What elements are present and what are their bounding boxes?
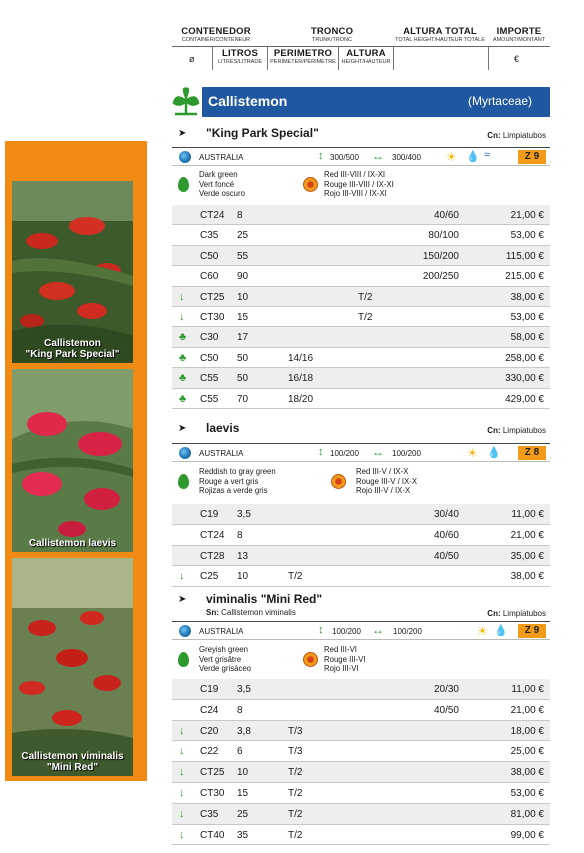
container-size-cell: C24 xyxy=(200,704,219,716)
table-row xyxy=(172,504,550,525)
table-row xyxy=(172,327,550,347)
variety-info-row xyxy=(172,621,550,640)
photo-caption xyxy=(12,538,133,549)
flower-color-line: Rouge III-VIII / IX-XI xyxy=(324,179,394,189)
common-name-label: Cn: xyxy=(487,426,501,435)
flower-color-line: Red III-VIII / IX-XI xyxy=(324,170,386,179)
flower-color-line: Rouge III-VI xyxy=(324,654,366,664)
litres-cell: 50 xyxy=(237,352,249,364)
common-name-value: Limpiatubos xyxy=(502,609,546,618)
table-row xyxy=(172,246,550,266)
litres-cell: 13 xyxy=(237,550,249,562)
photo-caption-line: Callistemon viminalis xyxy=(21,751,124,762)
litres-cell: 25 xyxy=(237,230,249,242)
common-name xyxy=(487,426,546,435)
flower-icon xyxy=(303,177,318,192)
variety-title-viminalis xyxy=(172,592,550,620)
total-height-cell: 40/50 xyxy=(433,550,459,562)
photo-caption xyxy=(12,338,133,360)
header-separator xyxy=(488,47,489,70)
perimeter-cell: 16/18 xyxy=(288,373,314,385)
litres-cell: 35 xyxy=(237,829,249,841)
litres-cell: 90 xyxy=(237,271,249,283)
price-cell: 99,00 € xyxy=(510,829,544,841)
litres-cell: 3,5 xyxy=(237,509,251,520)
common-name-label: Cn: xyxy=(487,609,501,618)
leaf-color-line: Rouge a vert gris xyxy=(199,476,259,486)
color-info xyxy=(172,464,550,500)
litres-cell: 15 xyxy=(237,311,249,323)
container-size-cell: C22 xyxy=(200,746,219,758)
container-size-cell: CT25 xyxy=(200,767,225,779)
price-cell: 25,00 € xyxy=(510,746,544,758)
container-size-cell: CT40 xyxy=(200,829,225,841)
perimeter-cell: T/3 xyxy=(288,746,303,758)
perimeter-cell: T/2 xyxy=(288,787,303,799)
photo-king-park-special xyxy=(12,181,133,363)
litres-cell: 8 xyxy=(237,704,243,716)
price-cell: 53,00 € xyxy=(510,230,544,242)
litres-cell: 55 xyxy=(237,250,249,262)
price-table xyxy=(172,205,550,409)
header-altura-total xyxy=(390,26,490,43)
price-cell: 215,00 € xyxy=(505,271,544,283)
leaf-color-line: Verde grisáceo xyxy=(199,664,252,673)
water-drop-icon: 💧 xyxy=(466,151,480,163)
flower-icon xyxy=(303,652,318,667)
litres-cell: 10 xyxy=(237,571,249,583)
color-info xyxy=(172,167,550,203)
container-size-cell: C19 xyxy=(200,684,219,695)
header-contenedor-sub: CONTAINER/CONTENEUR xyxy=(181,37,251,43)
width-arrow-icon: ↔ xyxy=(372,445,384,459)
arrow-right-icon: ➤ xyxy=(178,423,187,434)
litres-cell: 10 xyxy=(237,291,249,303)
variety-name: laevis xyxy=(206,421,240,435)
total-height-cell: 40/50 xyxy=(433,704,459,716)
container-size-cell: C35 xyxy=(200,230,219,242)
litres-cell: 3,8 xyxy=(237,725,251,737)
height-arrow-icon: ↕ xyxy=(318,446,324,458)
price-cell: 11,00 € xyxy=(511,684,544,695)
origin-country: AUSTRALIA xyxy=(199,627,244,636)
table-row xyxy=(172,741,550,762)
table-row xyxy=(172,566,550,587)
header-tronco-sub: TRUNK/TRONC xyxy=(311,37,353,43)
container-size-cell: C55 xyxy=(200,393,219,405)
variety-name: "King Park Special" xyxy=(206,126,319,140)
litres-cell: 17 xyxy=(237,332,249,344)
leaf-color-line: Greyish green xyxy=(199,645,248,654)
price-cell: 11,00 € xyxy=(511,509,544,520)
flower-color-line: Rojo III-VI xyxy=(324,664,359,673)
flower-color-line: Red III-V / IX-X xyxy=(356,467,409,476)
bottlebrush-photo-image xyxy=(12,369,133,552)
leaf-color-line: Vert grisâtre xyxy=(199,654,242,664)
photo-viminalis-mini-red xyxy=(12,558,133,776)
container-size-cell: C20 xyxy=(200,725,219,737)
trunk-cell: T/2 xyxy=(358,291,373,303)
price-table xyxy=(172,504,550,587)
standard-stem-icon: ↓ xyxy=(179,310,185,323)
variety-title-king-park xyxy=(172,126,550,144)
variety-name: viminalis "Mini Red" xyxy=(206,592,323,606)
price-cell: 429,00 € xyxy=(505,393,544,405)
plant-height: 100/200 xyxy=(332,627,361,636)
plant-width: 100/200 xyxy=(392,449,421,458)
perimeter-cell: T/2 xyxy=(288,808,303,820)
flower-color-line: Rojo III-V / IX-X xyxy=(356,486,411,495)
common-name-label: Cn: xyxy=(487,131,501,140)
header-tronco xyxy=(292,26,372,43)
container-size-cell: CT24 xyxy=(200,210,225,221)
leaf-color-text xyxy=(199,170,245,199)
header-importe-sub: AMOUNT/MONTANT xyxy=(492,37,546,43)
water-drop-icon: 💧 xyxy=(494,625,508,637)
bottlebrush-photo-image xyxy=(12,558,133,776)
bottlebrush-photo-image xyxy=(12,181,133,363)
total-height-cell: 40/60 xyxy=(433,529,459,541)
color-info xyxy=(172,642,550,678)
perimeter-cell: 14/16 xyxy=(288,352,314,364)
variety-info-row xyxy=(172,147,550,166)
price-cell: 21,00 € xyxy=(510,529,544,541)
flower-color-text xyxy=(356,467,417,496)
family-name: (Myrtaceae) xyxy=(467,94,532,108)
sun-icon: ☀ xyxy=(446,150,457,164)
plant-height: 100/200 xyxy=(330,449,359,458)
litres-cell: 8 xyxy=(237,210,243,221)
table-row xyxy=(172,804,550,825)
hardiness-zone-badge: Z 9 xyxy=(518,150,546,164)
sun-icon: ☀ xyxy=(477,624,488,638)
plant-height: 300/500 xyxy=(330,153,359,162)
leaf-color-text xyxy=(199,645,251,674)
photo-caption-line: Callistemon xyxy=(44,338,101,349)
price-cell: 258,00 € xyxy=(505,352,544,364)
price-cell: 53,00 € xyxy=(510,311,544,323)
common-name xyxy=(487,131,546,140)
perimeter-cell: T/2 xyxy=(288,767,303,779)
perimeter-cell: T/2 xyxy=(288,571,303,583)
perimeter-cell: 18/20 xyxy=(288,393,314,405)
container-size-cell: CT24 xyxy=(200,529,225,541)
total-height-cell: 30/40 xyxy=(433,509,459,520)
origin-country: AUSTRALIA xyxy=(199,153,244,162)
table-row xyxy=(172,679,550,700)
photo-laevis xyxy=(12,369,133,552)
scientific-name-label: Sn: xyxy=(206,608,219,617)
scientific-name-value: Callistemon viminalis xyxy=(221,608,296,617)
globe-icon xyxy=(179,625,191,637)
price-cell: 58,00 € xyxy=(510,332,544,344)
header-altura-title: ALTURA xyxy=(346,48,386,59)
globe-icon xyxy=(179,447,191,459)
total-height-cell: 20/30 xyxy=(433,684,459,695)
litres-cell: 8 xyxy=(237,529,243,541)
litres-cell: 3,5 xyxy=(237,684,251,695)
header-litros xyxy=(214,48,266,65)
tree-form-icon: ♣ xyxy=(179,392,187,405)
column-header xyxy=(172,26,550,70)
tree-form-icon: ♣ xyxy=(179,351,187,364)
header-perimetro-sub: PERIMETER/PERIMETRE xyxy=(270,59,336,65)
standard-stem-icon: ↓ xyxy=(179,570,185,583)
genus-bar xyxy=(202,87,550,117)
arrow-right-icon: ➤ xyxy=(178,594,187,605)
common-name-value: Limpiatubos xyxy=(502,426,546,435)
sun-shade-icon: ☀ xyxy=(467,446,478,460)
leaf-logo-icon xyxy=(172,87,200,117)
flower-color-text xyxy=(324,645,366,674)
table-row xyxy=(172,762,550,783)
header-importe-title: IMPORTE xyxy=(496,26,542,37)
arrow-right-icon: ➤ xyxy=(178,128,187,139)
width-arrow-icon: ↔ xyxy=(372,149,384,163)
width-arrow-icon: ↔ xyxy=(372,623,384,637)
table-row xyxy=(172,368,550,388)
litres-cell: 25 xyxy=(237,808,249,820)
standard-stem-icon: ↓ xyxy=(179,828,185,841)
header-perimetro xyxy=(269,48,337,65)
height-arrow-icon: ↕ xyxy=(318,150,324,162)
table-row xyxy=(172,721,550,742)
table-row xyxy=(172,225,550,245)
header-perimetro-title: PERIMETRO xyxy=(273,48,333,59)
leaf-icon xyxy=(178,177,189,192)
total-height-cell: 80/100 xyxy=(428,230,459,242)
table-row xyxy=(172,783,550,804)
standard-stem-icon: ↓ xyxy=(179,724,185,737)
leaf-color-text xyxy=(199,467,276,496)
standard-stem-icon: ↓ xyxy=(179,290,185,303)
price-cell: 81,00 € xyxy=(510,808,544,820)
container-size-cell: C30 xyxy=(200,332,219,344)
plant-width: 100/200 xyxy=(393,627,422,636)
container-size-cell: C50 xyxy=(200,352,219,364)
price-cell: 53,00 € xyxy=(510,787,544,799)
hardiness-zone-badge: Z 9 xyxy=(518,624,546,638)
table-row xyxy=(172,348,550,368)
container-size-cell: C19 xyxy=(200,509,219,520)
container-size-cell: C25 xyxy=(200,571,219,583)
header-separator xyxy=(267,47,268,70)
total-height-cell: 150/200 xyxy=(422,250,459,262)
header-separator xyxy=(393,47,394,70)
photo-caption xyxy=(12,751,133,773)
standard-stem-icon: ↓ xyxy=(179,807,185,820)
header-altura xyxy=(340,48,392,65)
container-size-cell: CT28 xyxy=(200,550,225,562)
container-size-cell: CT30 xyxy=(200,787,225,799)
litres-cell: 6 xyxy=(237,746,243,758)
header-tronco-title: TRONCO xyxy=(310,26,354,37)
plant-width: 300/400 xyxy=(392,153,421,162)
header-altura-sub: HEIGHT/HAUTEUR xyxy=(341,59,391,65)
genus-name: Callistemon xyxy=(208,93,288,109)
price-cell: 38,00 € xyxy=(510,291,544,303)
header-contenedor-title: CONTENEDOR xyxy=(181,26,251,37)
variety-title-laevis xyxy=(172,421,550,439)
standard-stem-icon: ↓ xyxy=(179,786,185,799)
total-height-cell: 40/60 xyxy=(433,210,459,221)
container-size-cell: CT25 xyxy=(200,291,225,303)
table-row xyxy=(172,287,550,307)
price-cell: 21,00 € xyxy=(510,210,544,221)
photo-strip xyxy=(5,141,147,781)
common-name xyxy=(487,609,546,618)
leaf-icon xyxy=(178,474,189,489)
header-separator xyxy=(338,47,339,70)
header-altura-total-title: ALTURA TOTAL xyxy=(403,26,477,37)
leaf-icon xyxy=(178,652,189,667)
price-cell: 18,00 € xyxy=(510,725,544,737)
header-altura-total-sub: TOTAL HEIGHT/HAUTEUR TOTALE xyxy=(395,37,485,43)
table-row xyxy=(172,525,550,546)
price-table xyxy=(172,679,550,845)
tree-form-icon: ♣ xyxy=(179,372,187,385)
litres-cell: 10 xyxy=(237,767,249,779)
origin-country: AUSTRALIA xyxy=(199,449,244,458)
header-contenedor xyxy=(174,26,258,43)
header-separator xyxy=(212,47,213,70)
flower-icon xyxy=(331,474,346,489)
wave-icon: ≈ xyxy=(484,149,491,161)
variety-info-row xyxy=(172,443,550,462)
diameter-symbol: ø xyxy=(189,54,195,64)
table-row xyxy=(172,546,550,567)
table-row xyxy=(172,266,550,286)
container-size-cell: C50 xyxy=(200,250,219,262)
leaf-color-line: Dark green xyxy=(199,170,238,179)
perimeter-cell: T/3 xyxy=(288,725,303,737)
currency-symbol: € xyxy=(514,54,520,64)
photo-caption-line: Callistemon laevis xyxy=(28,538,117,549)
table-row xyxy=(172,307,550,327)
container-size-cell: C60 xyxy=(200,271,219,283)
price-cell: 21,00 € xyxy=(510,704,544,716)
common-name-value: Limpiatubos xyxy=(502,131,546,140)
litres-cell: 15 xyxy=(237,787,249,799)
leaf-color-line: Rojizas a verde gris xyxy=(199,486,268,495)
container-size-cell: C55 xyxy=(200,373,219,385)
header-importe xyxy=(488,26,550,43)
litres-cell: 70 xyxy=(237,393,249,405)
header-litros-sub: LITRES/LITRADE xyxy=(217,59,262,65)
container-size-cell: CT30 xyxy=(200,311,225,323)
flower-color-line: Rojo III-VIII / IX-XI xyxy=(324,189,387,198)
trunk-cell: T/2 xyxy=(358,311,373,323)
leaf-color-line: Reddish to gray green xyxy=(199,467,276,476)
perimeter-cell: T/2 xyxy=(288,829,303,841)
price-cell: 35,00 € xyxy=(510,550,544,562)
hardiness-zone-badge: Z 8 xyxy=(518,446,546,460)
flower-color-text xyxy=(324,170,394,199)
photo-caption-line: "Mini Red" xyxy=(46,762,99,773)
water-drop-icon: 💧 xyxy=(487,447,501,459)
scientific-name xyxy=(206,608,296,617)
globe-icon xyxy=(179,151,191,163)
genus-banner xyxy=(172,87,550,117)
height-arrow-icon: ↕ xyxy=(318,624,324,636)
price-cell: 115,00 € xyxy=(505,250,544,262)
standard-stem-icon: ↓ xyxy=(179,766,185,779)
leaf-color-line: Verde oscuro xyxy=(199,189,245,198)
price-cell: 38,00 € xyxy=(510,571,544,583)
table-row xyxy=(172,700,550,721)
leaf-color-line: Vert foncé xyxy=(199,179,235,189)
total-height-cell: 200/250 xyxy=(422,271,459,283)
standard-stem-icon: ↓ xyxy=(179,745,185,758)
table-row xyxy=(172,389,550,409)
header-litros-title: LITROS xyxy=(221,48,259,59)
header-divider xyxy=(172,46,550,47)
photo-caption-line: "King Park Special" xyxy=(25,349,120,360)
container-size-cell: C35 xyxy=(200,808,219,820)
table-row xyxy=(172,205,550,225)
price-cell: 38,00 € xyxy=(510,767,544,779)
flower-color-line: Rouge III-V / IX-X xyxy=(356,476,418,486)
litres-cell: 50 xyxy=(237,373,249,385)
flower-color-line: Red III-VI xyxy=(324,645,357,654)
table-row xyxy=(172,825,550,846)
tree-form-icon: ♣ xyxy=(179,331,187,344)
price-cell: 330,00 € xyxy=(505,373,544,385)
